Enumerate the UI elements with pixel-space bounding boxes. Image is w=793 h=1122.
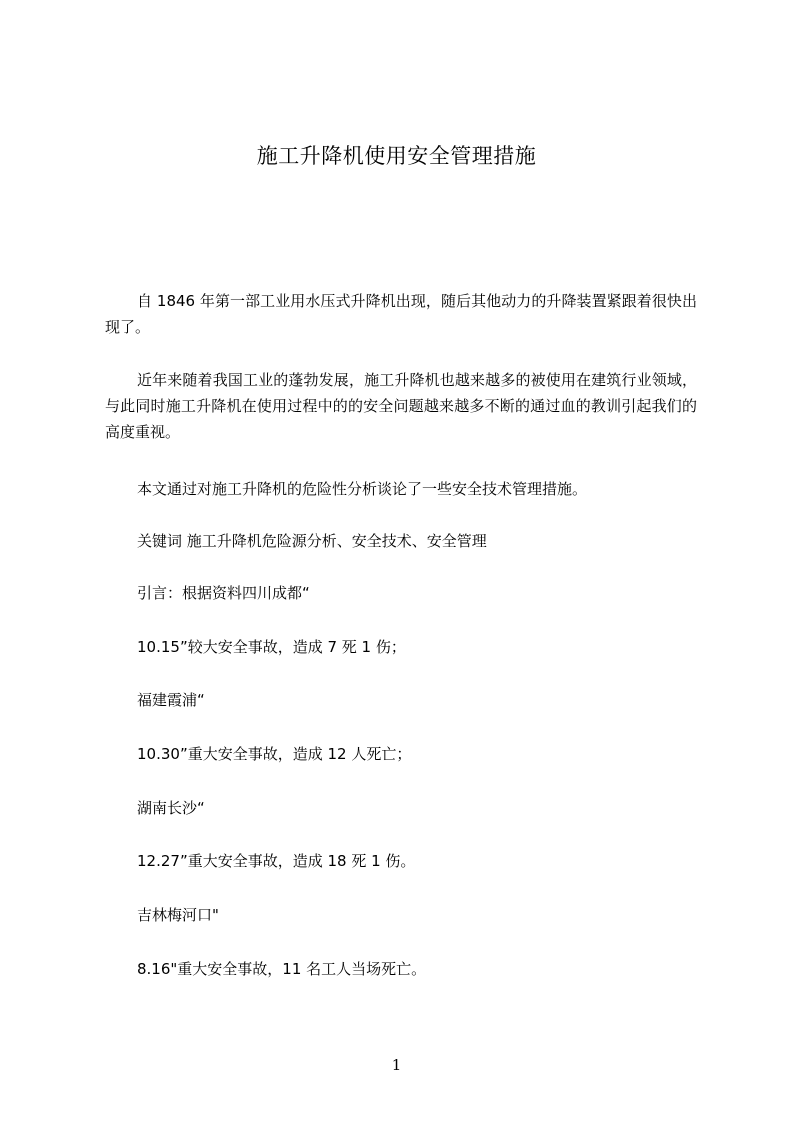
accident-line-1: 10.15”较大安全事故，造成 7 死 1 伤； [137,638,406,656]
accident-line-4: 8.16"重大安全事故，11 名工人当场死亡。 [137,960,427,978]
intro-line: 引言：根据资料四川成都“ [137,584,310,602]
location-line-3: 湖南长沙“ [137,799,205,817]
accident-line-2: 10.30”重大安全事故，造成 12 人死亡； [137,745,412,763]
document-title: 施工升降机使用安全管理措施 [256,144,537,168]
paragraph-background: 近年来随着我国工业的蓬勃发展，施工升降机也越来越多的被使用在建筑行业领域，与此同时施工升降机在使用过程中的的安全问题越来越多不断的通过血的教训引起我们的高度重视。 [105,371,697,441]
location-line-4: 吉林梅河口" [137,906,219,924]
keywords-line: 关键词 施工升降机危险源分析、安全技术、安全管理 [137,532,487,550]
abstract-line: 本文通过对施工升降机的危险性分析谈论了一些安全技术管理措施。 [137,480,588,498]
page-number: 1 [391,1056,402,1074]
location-line-2: 福建霞浦“ [137,691,205,709]
paragraph-intro: 自 1846 年第一部工业用水压式升降机出现，随后其他动力的升降装置紧跟着很快出现了。 [105,292,697,336]
accident-line-3: 12.27”重大安全事故，造成 18 死 1 伤。 [137,852,416,870]
